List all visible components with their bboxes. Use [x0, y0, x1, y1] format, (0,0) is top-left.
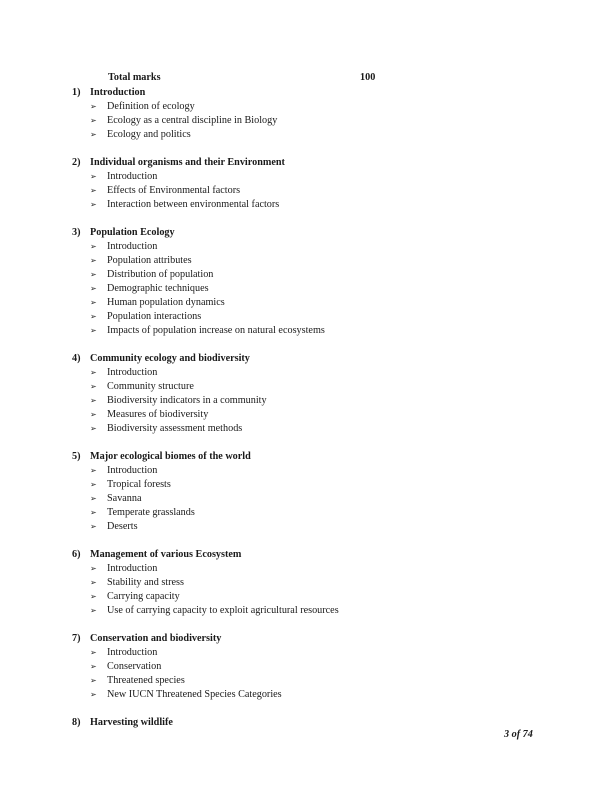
- arrow-bullet-icon: ➢: [90, 508, 97, 517]
- list-item: [72, 576, 552, 590]
- section-heading: [72, 548, 552, 562]
- arrow-bullet-icon: ➢: [90, 186, 97, 195]
- section-title: Conservation and biodiversity: [90, 633, 222, 644]
- list-item: [72, 394, 552, 408]
- list-item: [72, 688, 552, 702]
- list-item-text: Measures of biodiversity: [107, 409, 209, 420]
- arrow-bullet-icon: ➢: [90, 116, 97, 125]
- list-item-text: Community structure: [107, 381, 194, 392]
- arrow-bullet-icon: ➢: [90, 480, 97, 489]
- list-item-text: Introduction: [107, 563, 158, 574]
- list-item: [72, 660, 552, 674]
- list-item: [72, 282, 552, 296]
- section: [72, 450, 552, 534]
- section: [72, 156, 552, 212]
- section-title: Individual organisms and their Environment: [90, 157, 285, 168]
- list-item-text: Ecology as a central discipline in Biology: [107, 115, 278, 126]
- list-item: [72, 310, 552, 324]
- list-item-text: Introduction: [107, 465, 158, 476]
- list-item-text: Deserts: [107, 521, 138, 532]
- section: [72, 632, 552, 702]
- list-item-text: Conservation: [107, 661, 162, 672]
- arrow-bullet-icon: ➢: [90, 130, 97, 139]
- list-item: [72, 492, 552, 506]
- list-item: [72, 170, 552, 184]
- section: [72, 352, 552, 436]
- list-item-text: Savanna: [107, 493, 142, 504]
- list-item-text: Demographic techniques: [107, 283, 209, 294]
- total-marks-label: Total marks: [108, 72, 161, 83]
- topic-list: [72, 464, 552, 534]
- section-heading: [72, 226, 552, 240]
- section-number: 8): [72, 717, 81, 728]
- list-item-text: New IUCN Threatened Species Categories: [107, 689, 282, 700]
- arrow-bullet-icon: ➢: [90, 102, 97, 111]
- list-item-text: Biodiversity indicators in a community: [107, 395, 267, 406]
- list-item: [72, 562, 552, 576]
- arrow-bullet-icon: ➢: [90, 256, 97, 265]
- arrow-bullet-icon: ➢: [90, 662, 97, 671]
- section-number: 6): [72, 549, 81, 560]
- list-item: [72, 324, 552, 338]
- list-item: [72, 464, 552, 478]
- section-title: Major ecological biomes of the world: [90, 451, 251, 462]
- list-item: [72, 408, 552, 422]
- list-item: [72, 296, 552, 310]
- list-item-text: Carrying capacity: [107, 591, 180, 602]
- total-marks-value: 100: [360, 72, 376, 83]
- arrow-bullet-icon: ➢: [90, 284, 97, 293]
- arrow-bullet-icon: ➢: [90, 424, 97, 433]
- list-item-text: Distribution of population: [107, 269, 214, 280]
- arrow-bullet-icon: ➢: [90, 690, 97, 699]
- list-item: [72, 478, 552, 492]
- list-item-text: Ecology and politics: [107, 129, 191, 140]
- list-item-text: Stability and stress: [107, 577, 184, 588]
- list-item: [72, 268, 552, 282]
- list-item-text: Use of carrying capacity to exploit agricultural resources: [107, 605, 339, 616]
- arrow-bullet-icon: ➢: [90, 298, 97, 307]
- arrow-bullet-icon: ➢: [90, 270, 97, 279]
- list-item: [72, 240, 552, 254]
- topic-list: [72, 646, 552, 702]
- list-item: [72, 366, 552, 380]
- section-heading: [72, 450, 552, 464]
- arrow-bullet-icon: ➢: [90, 382, 97, 391]
- section-number: 3): [72, 227, 81, 238]
- arrow-bullet-icon: ➢: [90, 312, 97, 321]
- list-item: [72, 422, 552, 436]
- arrow-bullet-icon: ➢: [90, 494, 97, 503]
- list-item-text: Definition of ecology: [107, 101, 195, 112]
- list-item: [72, 184, 552, 198]
- section-title: Introduction: [90, 87, 146, 98]
- topic-list: [72, 100, 552, 142]
- arrow-bullet-icon: ➢: [90, 676, 97, 685]
- list-item: [72, 520, 552, 534]
- section-title: Community ecology and biodiversity: [90, 353, 250, 364]
- list-item: [72, 198, 552, 212]
- topic-list: [72, 170, 552, 212]
- section-title: Management of various Ecosystem: [90, 549, 242, 560]
- topic-list: [72, 562, 552, 618]
- list-item-text: Interaction between environmental factors: [107, 199, 280, 210]
- topic-list: [72, 366, 552, 436]
- arrow-bullet-icon: ➢: [90, 410, 97, 419]
- section-heading: [72, 86, 552, 100]
- page-number: 3 of 74: [504, 729, 533, 740]
- arrow-bullet-icon: ➢: [90, 368, 97, 377]
- list-item: [72, 674, 552, 688]
- total-marks-row: [108, 72, 378, 85]
- list-item-text: Introduction: [107, 241, 158, 252]
- arrow-bullet-icon: ➢: [90, 522, 97, 531]
- list-item-text: Biodiversity assessment methods: [107, 423, 243, 434]
- section-heading: [72, 716, 552, 730]
- arrow-bullet-icon: ➢: [90, 466, 97, 475]
- section-number: 2): [72, 157, 81, 168]
- section: [72, 86, 552, 142]
- section: [72, 716, 552, 730]
- list-item: [72, 254, 552, 268]
- list-item: [72, 100, 552, 114]
- arrow-bullet-icon: ➢: [90, 564, 97, 573]
- section-number: 4): [72, 353, 81, 364]
- section-heading: [72, 156, 552, 170]
- arrow-bullet-icon: ➢: [90, 648, 97, 657]
- list-item-text: Introduction: [107, 647, 158, 658]
- section-heading: [72, 632, 552, 646]
- section: [72, 548, 552, 618]
- list-item-text: Population interactions: [107, 311, 202, 322]
- section-number: 5): [72, 451, 81, 462]
- arrow-bullet-icon: ➢: [90, 242, 97, 251]
- arrow-bullet-icon: ➢: [90, 578, 97, 587]
- section-title: Population Ecology: [90, 227, 175, 238]
- list-item-text: Threatened species: [107, 675, 185, 686]
- arrow-bullet-icon: ➢: [90, 396, 97, 405]
- list-item-text: Human population dynamics: [107, 297, 225, 308]
- list-item-text: Tropical forests: [107, 479, 171, 490]
- section-number: 1): [72, 87, 81, 98]
- list-item: [72, 646, 552, 660]
- list-item-text: Introduction: [107, 367, 158, 378]
- list-item-text: Effects of Environmental factors: [107, 185, 241, 196]
- arrow-bullet-icon: ➢: [90, 326, 97, 335]
- section-heading: [72, 352, 552, 366]
- list-item: [72, 128, 552, 142]
- list-item-text: Introduction: [107, 171, 158, 182]
- list-item: [72, 380, 552, 394]
- list-item-text: Impacts of population increase on natural ecosystems: [107, 325, 325, 336]
- arrow-bullet-icon: ➢: [90, 172, 97, 181]
- list-item-text: Temperate grasslands: [107, 507, 195, 518]
- arrow-bullet-icon: ➢: [90, 592, 97, 601]
- list-item: [72, 506, 552, 520]
- section-number: 7): [72, 633, 81, 644]
- list-item-text: Population attributes: [107, 255, 192, 266]
- arrow-bullet-icon: ➢: [90, 606, 97, 615]
- course-outline: [72, 86, 552, 744]
- topic-list: [72, 240, 552, 338]
- section: [72, 226, 552, 338]
- list-item: [72, 590, 552, 604]
- section-title: Harvesting wildlife: [90, 717, 173, 728]
- list-item: [72, 604, 552, 618]
- list-item: [72, 114, 552, 128]
- arrow-bullet-icon: ➢: [90, 200, 97, 209]
